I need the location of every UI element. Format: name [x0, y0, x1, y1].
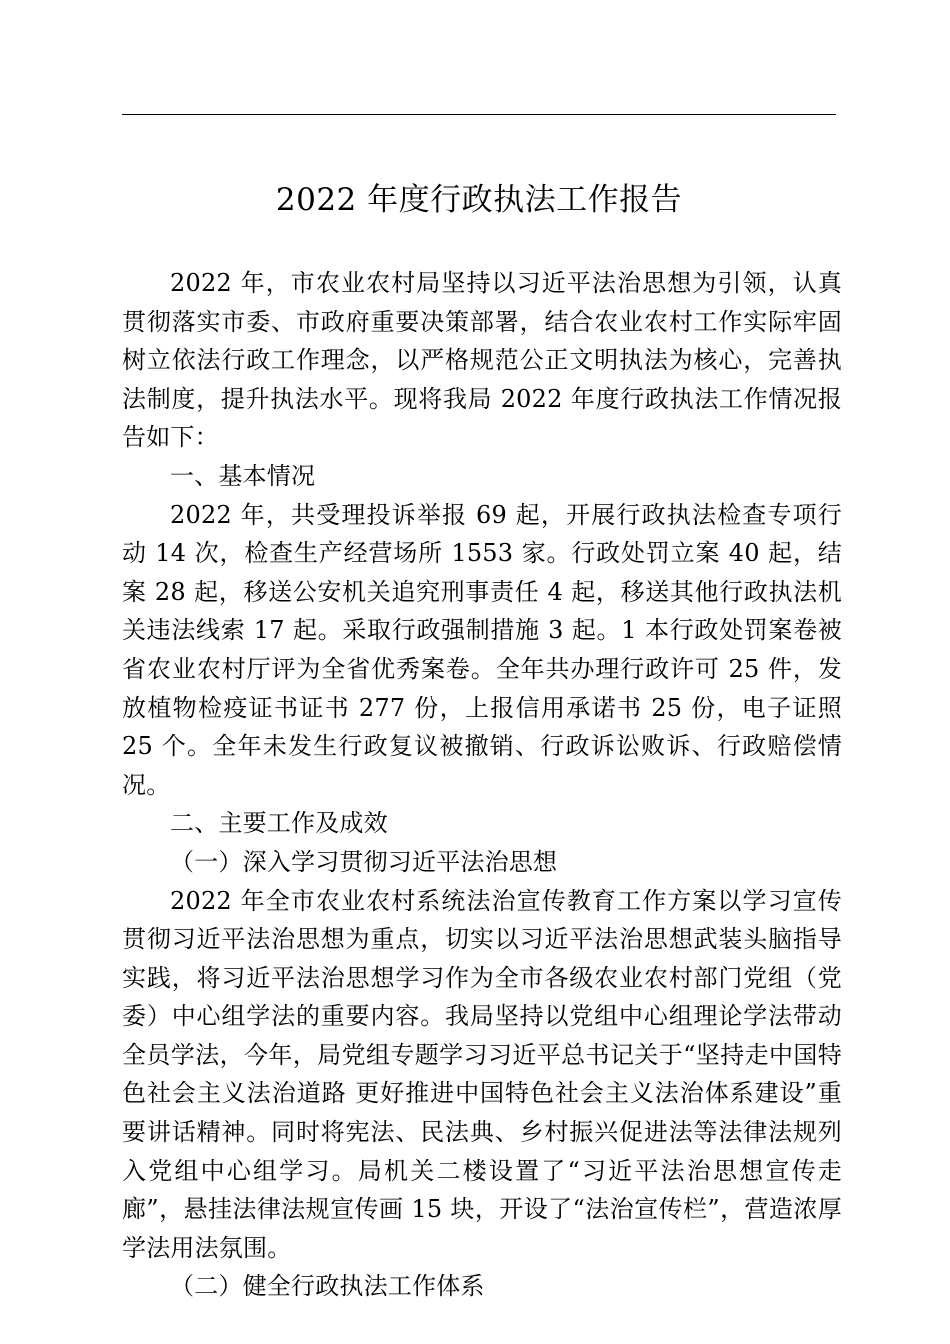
intro-paragraph: 2022 年，市农业农村局坚持以习近平法治思想为引领，认真贯彻落实市委、市政府重要决策部署，结合农业农村工作实际牢固树立依法行政工作理念，以严格规范公正文明执法为核心，完善执法制度，提升执法水平。现将我局 2022 年度行政执法工作情况报告如下：: [122, 269, 842, 452]
study-thought-paragraph: 2022 年全市农业农村系统法治宣传教育工作方案以学习宣传贯彻习近平法治思想为重点，切实以习近平法治思想武装头脑指导实践，将习近平法治思想学习作为全市各级农业农村部门党组（党委）中心组学法的重要内容。我局坚持以党组中心组理论学法带动全员学法，今年，局党组专题学习习近平总书记关于“坚持走中国特色社会主义法治道路 更好推进中国特色社会主义法治体系建设”重要讲话精神。同时将宪法、民法典、乡村振兴促进法等法律法规列入党组中心组学习。局机关二楼设置了“习近平法治思想宣传走廊”，悬挂法律法规宣传画 15 块，开设了“法治宣传栏”，营造浓厚学法用法氛围。: [122, 886, 842, 1262]
section-heading-basic-situation: 一、基本情况: [170, 461, 316, 490]
document-title: 2022 年度行政执法工作报告: [275, 182, 683, 218]
basic-situation-paragraph: 2022 年，共受理投诉举报 69 起，开展行政执法检查专项行动 14 次，检查生产经营场所 1553 家。行政处罚立案 40 起，结案 28 起，移送公安机关追究刑事责任 4 起，移送其他行政执法机关违法线索 17 起。采取行政强制措施 3 起。1 本行政处罚案卷被省农业农村厅评为全省优秀案卷。全年共办理行政许可 25 件，发放植物检疫证书证书 277 份，上报信用承诺书 25 份，电子证照 25 个。全年未发生行政复议被撤销、行政诉讼败诉、行政赔偿情况。: [122, 500, 842, 799]
header-rule: [122, 114, 836, 115]
subsection-heading-2: （二）健全行政执法工作体系: [170, 1272, 485, 1301]
subsection-heading-1: （一）深入学习贯彻习近平法治思想: [170, 847, 558, 876]
section-heading-main-work: 二、主要工作及成效: [170, 809, 388, 838]
document-body: [122, 264, 842, 1306]
